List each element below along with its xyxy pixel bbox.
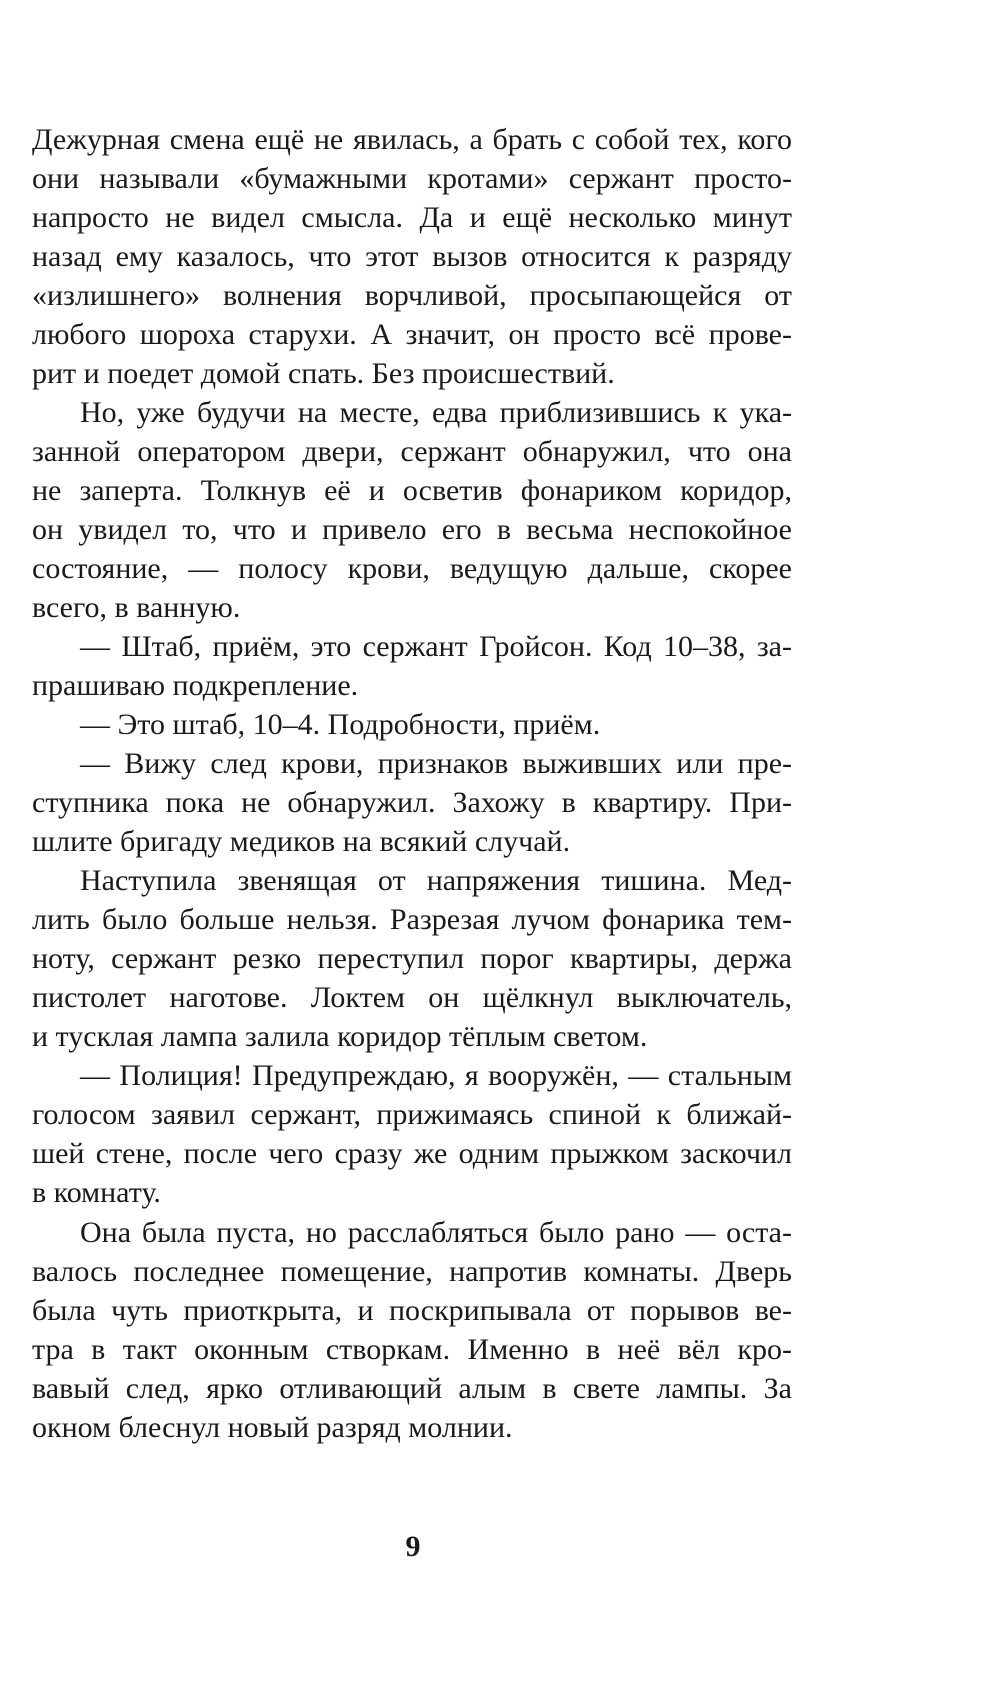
text-line: вавый след, ярко отливающий алым в свете лампы. За [32, 1372, 792, 1405]
text-line: Но, уже будучи на месте, едва приблизившись к ука- [80, 396, 792, 429]
text-line: «излишнего» волнения ворчливой, просыпающейся от [32, 279, 792, 312]
text-line: Наступила звенящая от напряжения тишина. Мед- [80, 864, 792, 897]
text-line: любого шороха старухи. А значит, он просто всё прове- [32, 318, 792, 351]
text-line: занной оператором двери, сержант обнаружил, что она [32, 435, 792, 468]
text-line: Дежурная смена ещё не явилась, а брать с собой тех, кого [32, 123, 792, 156]
text-line: валось последнее помещение, напротив комнаты. Дверь [32, 1255, 792, 1288]
text-line: была чуть приоткрыта, и поскрипывала от порывов ве- [32, 1294, 792, 1327]
text-line: назад ему казалось, что этот вызов относится к разряду [32, 240, 792, 273]
text-line: ноту, сержант резко переступил порог квартиры, держа [32, 942, 792, 975]
text-line: тра в такт оконным створкам. Именно в неё вёл кро- [32, 1333, 792, 1366]
text-line: не заперта. Толкнув её и осветив фонариком коридор, [32, 474, 792, 507]
text-line: и тусклая лампа залила коридор тёплым светом. [32, 1020, 648, 1053]
page-body [32, 120, 792, 1447]
page-number: 9 [405, 1530, 421, 1563]
text-line: он увидел то, что и привело его в весьма неспокойное [32, 513, 792, 546]
text-line: — Это штаб, 10–4. Подробности, приём. [80, 708, 601, 741]
text-line: окном блеснул новый разряд молнии. [32, 1411, 513, 1444]
text-line: всего, в ванную. [32, 591, 241, 624]
text-line: шлите бригаду медиков на всякий случай. [32, 825, 571, 858]
text-line: состояние, — полосу крови, ведущую дальше, скорее [32, 552, 792, 585]
text-line: прашиваю подкрепление. [32, 669, 359, 702]
text-line: в комнату. [32, 1176, 161, 1209]
text-line: шей стене, после чего сразу же одним прыжком заскочил [32, 1137, 792, 1170]
text-line: пистолет наготове. Локтем он щёлкнул выключатель, [32, 981, 792, 1014]
text-line: они называли «бумажными кротами» сержант просто- [32, 162, 792, 195]
text-line: напросто не видел смысла. Да и ещё несколько минут [32, 201, 792, 234]
text-line: лить было больше нельзя. Разрезая лучом фонарика тем- [32, 903, 792, 936]
text-line: — Вижу след крови, признаков выживших или пре- [80, 747, 792, 780]
text-line: — Штаб, приём, это сержант Гройсон. Код 10–38, за- [80, 630, 792, 663]
text-line: рит и поедет домой спать. Без происшествий. [32, 357, 615, 390]
text-line: голосом заявил сержант, прижимаясь спиной к ближай- [32, 1098, 792, 1131]
text-line: — Полиция! Предупреждаю, я вооружён, — стальным [80, 1059, 792, 1092]
text-line: Она была пуста, но расслабляться было рано — оста- [80, 1216, 792, 1249]
text-line: ступника пока не обнаружил. Захожу в квартиру. При- [32, 786, 792, 819]
